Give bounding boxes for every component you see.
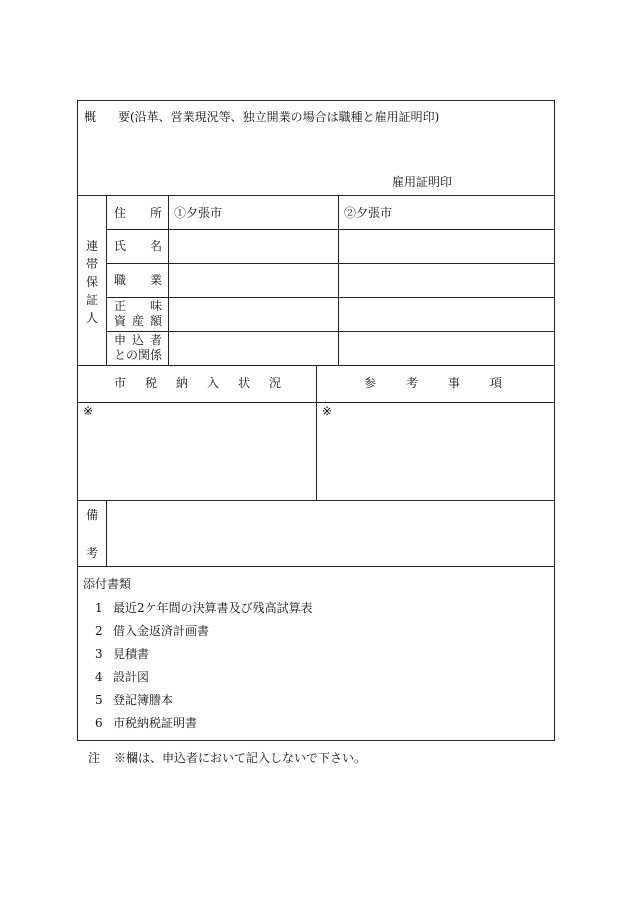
tax-reference-divider bbox=[316, 365, 317, 500]
guarantor-side-char: 人 bbox=[86, 311, 99, 325]
name-label-1: 氏 bbox=[114, 239, 127, 253]
reference-header-char: 項 bbox=[490, 376, 503, 390]
guarantor-side-char: 保 bbox=[86, 275, 99, 289]
attachment-num: 4 bbox=[95, 670, 103, 684]
relation-label: との関係 bbox=[114, 348, 163, 362]
remarks-label-2: 考 bbox=[86, 546, 99, 560]
footnote-text: ※欄は、申込者において記入しないで下さい。 bbox=[114, 751, 367, 765]
footnote-label: 注 bbox=[88, 751, 101, 765]
attachments-title: 添付書類 bbox=[83, 577, 132, 591]
net-assets-label: 産 bbox=[132, 314, 145, 328]
guarantor-side-char: 帯 bbox=[86, 257, 99, 271]
relation-label: 申 bbox=[114, 333, 127, 347]
guarantor-label-divider bbox=[168, 195, 169, 365]
guarantor-side-divider bbox=[106, 195, 107, 365]
overview-label-2: 要 bbox=[118, 110, 131, 124]
tax-header-char: 市 bbox=[114, 376, 127, 390]
relation-label: 者 bbox=[150, 333, 163, 347]
occupation-label-1: 職 bbox=[114, 273, 127, 287]
net-assets-label: 味 bbox=[150, 299, 163, 313]
divider-guarantor-row1 bbox=[106, 229, 555, 230]
divider-tax-end bbox=[77, 500, 555, 501]
attachment-num: 6 bbox=[95, 716, 103, 730]
tax-header-char: 税 bbox=[145, 376, 158, 390]
reference-header-char: 参 bbox=[364, 376, 377, 390]
address-label-2: 所 bbox=[150, 206, 163, 220]
name-label-2: 名 bbox=[150, 239, 163, 253]
net-assets-label: 資 bbox=[114, 314, 127, 328]
guarantor-side-char: 証 bbox=[86, 293, 99, 307]
reference-header-char: 考 bbox=[406, 376, 419, 390]
attachment-text: 設計図 bbox=[113, 670, 150, 684]
tax-header-char: 入 bbox=[207, 376, 220, 390]
divider-guarantor-row2 bbox=[106, 263, 555, 264]
net-assets-label: 正 bbox=[114, 299, 127, 313]
net-assets-label: 額 bbox=[150, 314, 163, 328]
overview-note: (沿革、営業現況等、独立開業の場合は職種と雇用証明印) bbox=[130, 110, 440, 124]
guarantor-side-char: 連 bbox=[86, 239, 99, 253]
attachment-text: 登記簿謄本 bbox=[113, 693, 174, 707]
occupation-label-2: 業 bbox=[150, 273, 163, 287]
relation-label: 込 bbox=[132, 333, 145, 347]
tax-header-char: 況 bbox=[269, 376, 282, 390]
overview-label-1: 概 bbox=[84, 110, 97, 124]
tax-mark: ※ bbox=[83, 404, 94, 418]
attachment-text: 市税納税証明書 bbox=[113, 716, 198, 730]
divider-overview bbox=[77, 195, 555, 196]
attachment-text: 見積書 bbox=[113, 647, 150, 661]
address-value-2: ②夕張市 bbox=[344, 206, 393, 220]
divider-guarantor-row4 bbox=[106, 331, 555, 332]
remarks-label-divider bbox=[106, 500, 107, 566]
stamp-label: 雇用証明印 bbox=[392, 175, 453, 189]
attachment-text: 借入金返済計画書 bbox=[113, 624, 210, 638]
tax-header-char: 納 bbox=[176, 376, 189, 390]
attachment-num: 1 bbox=[95, 601, 103, 615]
reference-mark: ※ bbox=[322, 404, 333, 418]
attachment-num: 3 bbox=[95, 647, 103, 661]
address-label-1: 住 bbox=[114, 206, 127, 220]
remarks-label-1: 備 bbox=[86, 508, 99, 522]
divider-guarantor-row3 bbox=[106, 297, 555, 298]
tax-header-char: 状 bbox=[238, 376, 251, 390]
divider-remarks-end bbox=[77, 566, 555, 567]
reference-header-char: 事 bbox=[448, 376, 461, 390]
guarantor-value-divider bbox=[338, 195, 339, 365]
address-value-1: ①夕張市 bbox=[174, 206, 223, 220]
attachment-text: 最近2ケ年間の決算書及び残高試算表 bbox=[113, 601, 313, 615]
attachment-num: 5 bbox=[95, 693, 103, 707]
attachment-num: 2 bbox=[95, 624, 103, 638]
